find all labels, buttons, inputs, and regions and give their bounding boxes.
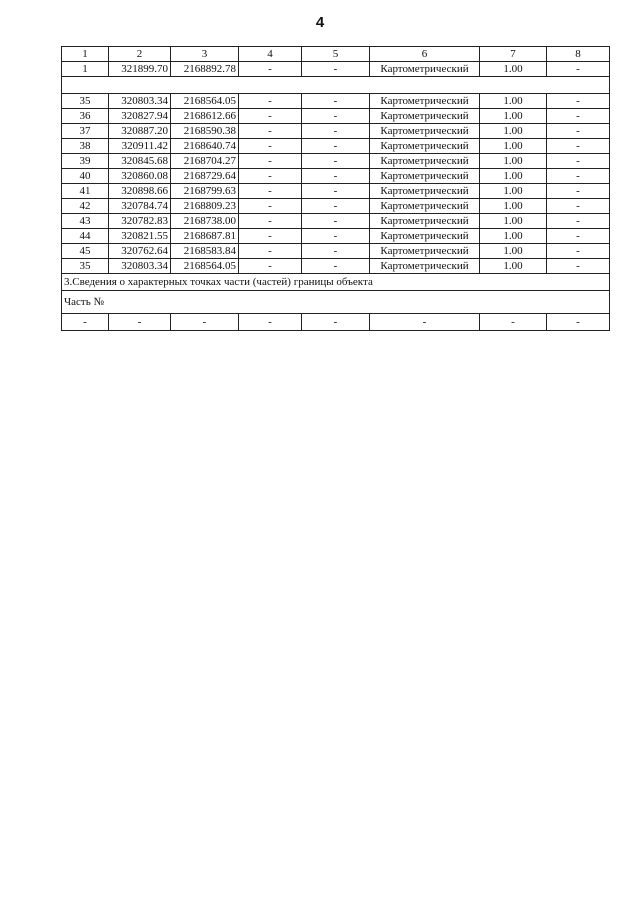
table-row	[62, 259, 610, 274]
table-row	[62, 62, 610, 77]
table-cell: -	[547, 94, 610, 109]
table-cell: 1.00	[480, 229, 547, 244]
table-cell: -	[239, 199, 302, 214]
table-row	[62, 169, 610, 184]
table-cell: 2168612.66	[171, 109, 239, 124]
table-cell: 35	[62, 259, 109, 274]
page-number: 4	[315, 14, 325, 31]
table-cell: -	[547, 169, 610, 184]
column-header: 4	[239, 47, 302, 62]
table-cell: -	[302, 229, 370, 244]
table-cell: -	[239, 244, 302, 259]
table-cell: Картометрический	[370, 94, 480, 109]
table-cell: 35	[62, 94, 109, 109]
table-cell: -	[239, 94, 302, 109]
table-row	[62, 214, 610, 229]
table-row	[62, 229, 610, 244]
table-cell: 2168729.64	[171, 169, 239, 184]
table-cell: 320784.74	[109, 199, 171, 214]
table-cell: -	[239, 314, 302, 331]
table-cell: -	[302, 62, 370, 77]
table-cell: 1.00	[480, 169, 547, 184]
table-cell: 45	[62, 244, 109, 259]
table-cell: Картометрический	[370, 199, 480, 214]
table-cell: 320821.55	[109, 229, 171, 244]
table-cell: -	[239, 139, 302, 154]
table-cell: 2168892.78	[171, 62, 239, 77]
table-rows	[62, 94, 610, 274]
table-cell: -	[302, 314, 370, 331]
table-cell: 320762.64	[109, 244, 171, 259]
table-cell: -	[239, 169, 302, 184]
table-cell: -	[547, 199, 610, 214]
table-cell: 42	[62, 199, 109, 214]
table-cell: -	[239, 229, 302, 244]
table-cell: Картометрический	[370, 244, 480, 259]
table-cell: 1.00	[480, 259, 547, 274]
table-cell: 2168640.74	[171, 139, 239, 154]
table-cell: -	[239, 214, 302, 229]
table-cell: -	[302, 94, 370, 109]
table-cell: 320803.34	[109, 259, 171, 274]
blank-cell	[62, 77, 610, 94]
table-cell: 1.00	[480, 139, 547, 154]
table-row	[62, 139, 610, 154]
column-header: 7	[480, 47, 547, 62]
table-cell: -	[239, 184, 302, 199]
table-cell: 36	[62, 109, 109, 124]
table-cell: 1.00	[480, 244, 547, 259]
table-cell: -	[547, 139, 610, 154]
table-cell: -	[547, 124, 610, 139]
table-cell: -	[62, 314, 109, 331]
table-cell: -	[480, 314, 547, 331]
table-cell: Картометрический	[370, 229, 480, 244]
table-row	[62, 199, 610, 214]
table-cell: 1.00	[480, 124, 547, 139]
table-cell: -	[547, 154, 610, 169]
table-cell: 1	[62, 62, 109, 77]
table-cell: 320887.20	[109, 124, 171, 139]
table-cell: 2168564.05	[171, 259, 239, 274]
table-cell: -	[171, 314, 239, 331]
table-cell: 39	[62, 154, 109, 169]
table-row	[62, 109, 610, 124]
table-cell: 320860.08	[109, 169, 171, 184]
table-cell: 2168564.05	[171, 94, 239, 109]
column-header: 3	[171, 47, 239, 62]
table-cell: Картометрический	[370, 184, 480, 199]
table-cell: -	[370, 314, 480, 331]
table-cell: -	[302, 169, 370, 184]
table-cell: -	[302, 139, 370, 154]
table-cell: Картометрический	[370, 139, 480, 154]
boundary-points-table	[61, 46, 610, 331]
table-cell: 2168583.84	[171, 244, 239, 259]
table-cell: 2168590.38	[171, 124, 239, 139]
table-cell: 320782.83	[109, 214, 171, 229]
table-cell: 320827.94	[109, 109, 171, 124]
table-cell: Картометрический	[370, 259, 480, 274]
table-cell: -	[239, 259, 302, 274]
table-cell: Картометрический	[370, 214, 480, 229]
table-cell: 37	[62, 124, 109, 139]
table-cell: -	[547, 62, 610, 77]
section-row	[62, 274, 610, 291]
table-cell: -	[302, 244, 370, 259]
blank-row	[62, 77, 610, 94]
table-cell: -	[109, 314, 171, 331]
table-cell: 2168799.63	[171, 184, 239, 199]
table-cell: -	[547, 214, 610, 229]
table-cell: -	[547, 259, 610, 274]
table-cell: 1.00	[480, 109, 547, 124]
table-cell: 1.00	[480, 214, 547, 229]
table-cell: 43	[62, 214, 109, 229]
table-cell: 41	[62, 184, 109, 199]
table-row	[62, 94, 610, 109]
table-cell: 1.00	[480, 62, 547, 77]
table-cell: 1.00	[480, 199, 547, 214]
column-header: 5	[302, 47, 370, 62]
table-cell: 320911.42	[109, 139, 171, 154]
table-row	[62, 244, 610, 259]
part-label: Часть №	[62, 291, 610, 314]
table-cell: -	[302, 154, 370, 169]
table-cell: Картометрический	[370, 169, 480, 184]
table-cell: -	[302, 184, 370, 199]
table-cell: 2168704.27	[171, 154, 239, 169]
table-cell: 38	[62, 139, 109, 154]
table-cell: -	[239, 154, 302, 169]
part-row	[62, 291, 610, 314]
table-cell: 320845.68	[109, 154, 171, 169]
table-cell: -	[302, 259, 370, 274]
table-cell: 2168738.00	[171, 214, 239, 229]
table-cell: 320898.66	[109, 184, 171, 199]
table-cell: -	[239, 109, 302, 124]
table-cell: -	[302, 214, 370, 229]
column-header: 8	[547, 47, 610, 62]
table-row	[62, 184, 610, 199]
column-header: 6	[370, 47, 480, 62]
table-cell: 321899.70	[109, 62, 171, 77]
header-row	[62, 47, 610, 62]
table-row	[62, 124, 610, 139]
table-cell: Картометрический	[370, 154, 480, 169]
table-cell: -	[547, 109, 610, 124]
table-row	[62, 314, 610, 331]
table-cell: Картометрический	[370, 62, 480, 77]
table-cell: 40	[62, 169, 109, 184]
table-cell: -	[547, 184, 610, 199]
section-title: 3.Сведения о характерных точках части (частей) границы объекта	[62, 274, 610, 291]
table-row	[62, 154, 610, 169]
table-cell: 2168687.81	[171, 229, 239, 244]
column-header: 2	[109, 47, 171, 62]
table-cell: -	[547, 229, 610, 244]
table-cell: 1.00	[480, 184, 547, 199]
table-cell: 320803.34	[109, 94, 171, 109]
column-header: 1	[62, 47, 109, 62]
table-cell: -	[302, 109, 370, 124]
table-cell: -	[302, 124, 370, 139]
table-cell: -	[547, 244, 610, 259]
table-cell: -	[239, 124, 302, 139]
table-cell: -	[239, 62, 302, 77]
table-cell: 1.00	[480, 94, 547, 109]
table-cell: -	[302, 199, 370, 214]
table-cell: -	[547, 314, 610, 331]
table-cell: Картометрический	[370, 109, 480, 124]
table-cell: Картометрический	[370, 124, 480, 139]
table-cell: 44	[62, 229, 109, 244]
table-cell: 2168809.23	[171, 199, 239, 214]
table-cell: 1.00	[480, 154, 547, 169]
